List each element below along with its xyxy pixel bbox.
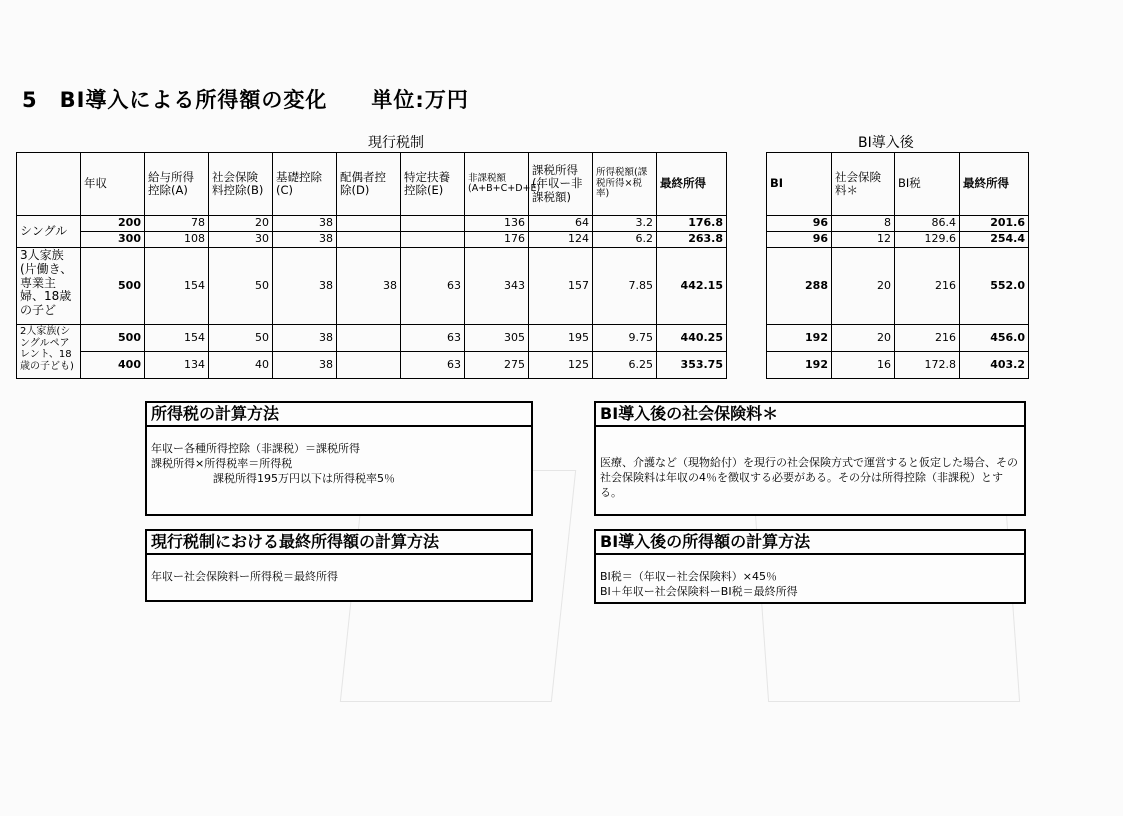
box-title: 現行税制における最終所得額の計算方法 [147, 531, 531, 555]
cell: 275 [465, 352, 529, 379]
cell: 96 [767, 216, 832, 232]
table-row [17, 325, 727, 352]
table-row [767, 216, 1029, 232]
box-title: 所得税の計算方法 [147, 403, 531, 427]
bi-after-label: BI導入後 [858, 135, 914, 151]
cell: 20 [832, 325, 895, 352]
box-body [147, 555, 531, 588]
cell: 6.2 [593, 232, 657, 248]
current-final-method-box [145, 529, 533, 602]
cell: 96 [767, 232, 832, 248]
header-bi-final-income: 最終所得 [960, 153, 1029, 216]
social-insurance-box [594, 401, 1026, 516]
table-row [17, 232, 727, 248]
cell: 353.75 [657, 352, 727, 379]
cell: 38 [337, 248, 401, 325]
header-bi: BI [767, 153, 832, 216]
bi-after-table [766, 152, 1029, 379]
cell [337, 216, 401, 232]
header-social-insurance: 社会保険料＊ [832, 153, 895, 216]
cell: 20 [209, 216, 273, 232]
table-row [767, 352, 1029, 379]
cell: 78 [145, 216, 209, 232]
cell: 195 [529, 325, 593, 352]
cell: 9.75 [593, 325, 657, 352]
table-row [767, 325, 1029, 352]
formula-line: BI税＝（年収ー社会保険料）×45％ [600, 570, 778, 583]
box-title: BI導入後の社会保険料＊ [596, 403, 1024, 427]
cell: 16 [832, 352, 895, 379]
cell: 7.85 [593, 248, 657, 325]
page-title: 5 BI導入による所得額の変化 単位:万円 [22, 88, 469, 112]
cell: 50 [209, 325, 273, 352]
cell: 8 [832, 216, 895, 232]
header-salary-deduction: 給与所得控除(A) [145, 153, 209, 216]
table-row [767, 232, 1029, 248]
cell: 192 [767, 352, 832, 379]
cell: 216 [895, 325, 960, 352]
cell: 108 [145, 232, 209, 248]
cell: 176 [465, 232, 529, 248]
header-row [17, 153, 727, 216]
box-body [147, 427, 531, 490]
cell: 129.6 [895, 232, 960, 248]
group-label-family2: 2人家族(シングルペアレント、18歳の子ども) [17, 325, 81, 379]
cell: 201.6 [960, 216, 1029, 232]
cell: 136 [465, 216, 529, 232]
cell [337, 352, 401, 379]
cell: 30 [209, 232, 273, 248]
cell: 400 [81, 352, 145, 379]
cell: 38 [273, 248, 337, 325]
cell: 38 [273, 232, 337, 248]
cell: 63 [401, 352, 465, 379]
cell: 305 [465, 325, 529, 352]
formula-line: 年収ー社会保険料ー所得税＝最終所得 [151, 570, 338, 583]
cell: 154 [145, 325, 209, 352]
cell: 86.4 [895, 216, 960, 232]
cell: 20 [832, 248, 895, 325]
cell: 200 [81, 216, 145, 232]
cell: 38 [273, 352, 337, 379]
current-tax-label: 現行税制 [368, 135, 424, 151]
formula-line: 課税所得×所得税率＝所得税 [151, 457, 293, 470]
cell: 64 [529, 216, 593, 232]
current-tax-table [16, 152, 727, 379]
header-taxable-income: 課税所得(年収ー非課税額) [529, 153, 593, 216]
cell: 343 [465, 248, 529, 325]
header-annual-income: 年収 [81, 153, 145, 216]
group-label-family3: 3人家族(片働き、専業主婦、18歳の子ど [17, 248, 81, 325]
cell: 500 [81, 248, 145, 325]
header-final-income: 最終所得 [657, 153, 727, 216]
cell: 63 [401, 325, 465, 352]
header-dependent-deduction: 特定扶養控除(E) [401, 153, 465, 216]
box-title: BI導入後の所得額の計算方法 [596, 531, 1024, 555]
bi-final-method-box [594, 529, 1026, 604]
box-body [596, 555, 1024, 603]
cell: 192 [767, 325, 832, 352]
group-label-single: シングル [17, 216, 81, 248]
table-row [767, 248, 1029, 325]
cell [337, 325, 401, 352]
header-basic-deduction: 基礎控除(C) [273, 153, 337, 216]
header-non-taxable: 非課税額(A+B+C+D+E) [465, 153, 529, 216]
header-social-insurance-deduction: 社会保険料控除(B) [209, 153, 273, 216]
cell: 63 [401, 248, 465, 325]
cell: 154 [145, 248, 209, 325]
cell: 300 [81, 232, 145, 248]
cell [401, 216, 465, 232]
cell [401, 232, 465, 248]
table-row [17, 216, 727, 232]
header-row [767, 153, 1029, 216]
cell: 6.25 [593, 352, 657, 379]
table-row [17, 352, 727, 379]
header-bi-tax: BI税 [895, 153, 960, 216]
cell: 216 [895, 248, 960, 325]
header-corner [17, 153, 81, 216]
table-row [17, 248, 727, 325]
cell: 254.4 [960, 232, 1029, 248]
cell: 12 [832, 232, 895, 248]
header-income-tax: 所得税額(課税所得×税率) [593, 153, 657, 216]
header-spouse-deduction: 配偶者控除(D) [337, 153, 401, 216]
cell: 40 [209, 352, 273, 379]
cell: 403.2 [960, 352, 1029, 379]
cell: 157 [529, 248, 593, 325]
box-body: 医療、介護など（現物給付）を現行の社会保険方式で運営すると仮定した場合、その社会保険料は年収の4％を徴収する必要がある。その分は所得控除（非課税）とする。 [600, 456, 1018, 499]
cell: 263.8 [657, 232, 727, 248]
cell: 442.15 [657, 248, 727, 325]
cell: 124 [529, 232, 593, 248]
cell [337, 232, 401, 248]
income-tax-method-box [145, 401, 533, 516]
cell: 440.25 [657, 325, 727, 352]
cell: 552.0 [960, 248, 1029, 325]
cell: 38 [273, 216, 337, 232]
formula-line: 課税所得195万円以下は所得税率5％ [213, 472, 395, 485]
formula-line: 年収ー各種所得控除（非課税）＝課税所得 [151, 442, 360, 455]
formula-line: BI＋年収ー社会保険料ーBI税＝最終所得 [600, 585, 798, 598]
cell: 288 [767, 248, 832, 325]
cell: 176.8 [657, 216, 727, 232]
cell: 172.8 [895, 352, 960, 379]
cell: 456.0 [960, 325, 1029, 352]
cell: 500 [81, 325, 145, 352]
cell: 134 [145, 352, 209, 379]
cell: 38 [273, 325, 337, 352]
cell: 3.2 [593, 216, 657, 232]
cell: 50 [209, 248, 273, 325]
cell: 125 [529, 352, 593, 379]
